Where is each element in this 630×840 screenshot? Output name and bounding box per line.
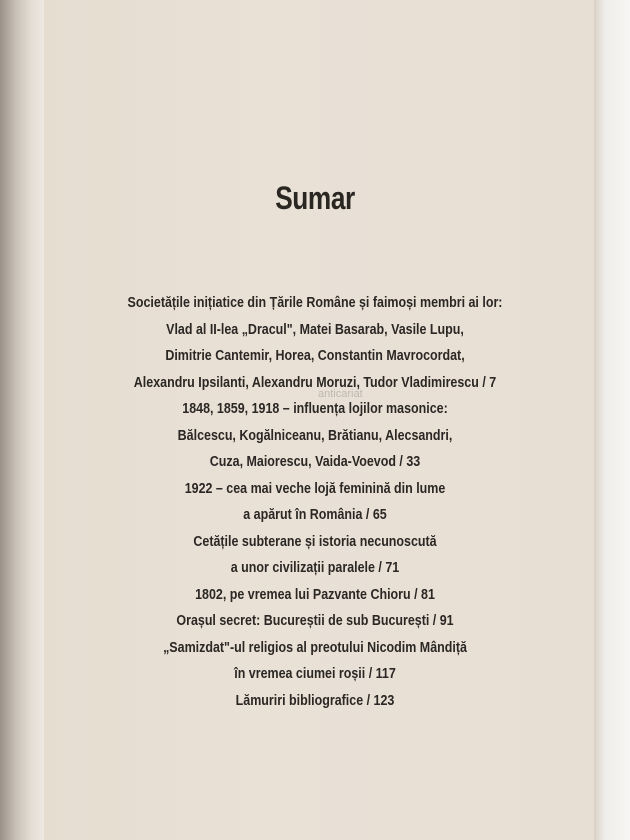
toc-line: Bălcescu, Kogălniceanu, Brătianu, Alecsandri,	[177, 427, 453, 444]
toc-line: 1848, 1859, 1918 – influența lojilor masonice:	[182, 401, 448, 417]
toc-line: a unor civilizații paralele / 71	[230, 560, 400, 576]
watermark-text: anticariat	[318, 388, 363, 400]
toc-line: Societățile inițiatice din Țările Române și faimoși membri ai lor:	[127, 295, 503, 311]
toc-line: Alexandru Ipsilanti, Alexandru Moruzi, Tudor Vladimirescu / 7	[133, 374, 497, 391]
toc-line: Lămuriri bibliografice / 123	[235, 692, 395, 709]
toc-line: Vlad al II-lea „Dracul", Matei Basarab, Vasile Lupu,	[166, 321, 464, 338]
toc-entry	[60, 396, 570, 476]
toc-line: 1922 – cea mai veche lojă feminină din lume	[184, 480, 446, 497]
toc-line: Dimitrie Cantemir, Horea, Constantin Mavrocordat,	[165, 348, 465, 364]
page-edge	[594, 0, 630, 840]
toc-line: Cetățile subterane și istoria necunoscută	[193, 533, 437, 550]
toc-line: a apărut în România / 65	[243, 507, 387, 523]
toc-line: Orașul secret: Bucureștii de sub București / 91	[176, 613, 454, 629]
toc-line: în vremea ciumei roșii / 117	[234, 666, 396, 682]
toc-entry	[60, 476, 570, 529]
toc-line: 1802, pe vremea lui Pazvante Chioru / 81	[195, 586, 435, 603]
toc-entry	[60, 635, 570, 688]
toc-entry	[60, 290, 570, 396]
toc-entry	[60, 688, 570, 715]
toc-line: „Samizdat"-ul religios al preotului Nicodim Mândiță	[163, 639, 467, 656]
table-of-contents	[60, 290, 570, 714]
page-title: Sumar	[275, 180, 355, 216]
book-spine-shadow	[0, 0, 44, 840]
toc-entry	[60, 608, 570, 635]
toc-entry	[60, 582, 570, 609]
toc-entry	[60, 529, 570, 582]
toc-line: Cuza, Maiorescu, Vaida-Voevod / 33	[209, 454, 421, 470]
